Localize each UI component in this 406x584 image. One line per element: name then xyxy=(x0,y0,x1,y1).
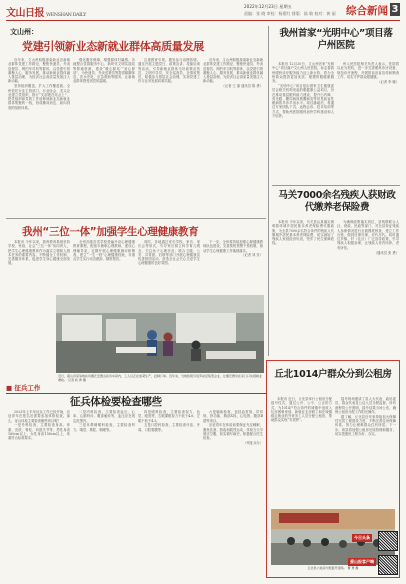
lottery-photo xyxy=(271,509,395,565)
article4-column-4 xyxy=(203,240,263,292)
notice-paragraph: 六是辅助检查，包括血常规、尿常规、肝功能、胸部X线、心电图、腹部B超等项目。 xyxy=(203,410,263,423)
newspaper-logo xyxy=(6,4,86,19)
issue-date: 2022年12月23日 星期五 xyxy=(244,4,292,9)
notice-column-1 xyxy=(8,410,70,575)
article1-paragraph: 近年来，文山州积极探索新业态新就业群体党建工作路径，聚焦快递员、外卖送餐员、网约车司机等群体，以党建引领凝聚人心、服务发展，推动新就业群体融入基层治理，为经济社会高质量发展注入新动能。 xyxy=(8,58,70,84)
column-divider xyxy=(268,26,269,356)
article2-column-1 xyxy=(272,62,334,182)
article1-byline: （记者 王 丽 通讯员 陈 勇） xyxy=(221,84,263,89)
article1-kicker: 文山州： xyxy=(10,28,38,36)
notice-paragraph: 应征青年在体检前要保证充足睡眠，避免饮酒、熬夜和剧烈运动，体检当天早晨应空腹，如实填写病史，积极配合医生检查。 xyxy=(203,423,263,441)
factory-photo xyxy=(56,295,264,373)
qr-label-1: 今日头条 xyxy=(354,535,370,540)
article2-headline: 我州首家“光明中心”项目落户州医院 xyxy=(279,28,393,51)
section-title: 综合新闻 xyxy=(346,5,388,17)
article5-photo-caption: 丘北县公租房分配摇号现场。 曹 勇 摄 xyxy=(307,566,359,570)
article3-paragraph: 为确保政策落实到位，县残联联合人社、财政、民政等部门，对全县持证残疾人参保情况进行全面摸底核查，建立工作台账，做到应保尽保、应代尽代。同时通过乡镇、村（社区）广泛宣传政策，引导残疾人积极参保，让残疾人老有所养、老有所依。 xyxy=(337,220,399,250)
article3-headline: 马关7000余名残疾人获财政代缴养老保险费 xyxy=(278,190,396,213)
notice-paragraph: 五是口腔科检查，主要检查牙齿、牙周、口腔黏膜等。 xyxy=(138,423,200,432)
notice-paragraph: 三是耳鼻咽喉科检查，主要检查听力、嗅觉、鼻腔、咽喉等。 xyxy=(73,423,135,432)
article5-column-1 xyxy=(271,397,332,505)
article1-headline: 党建引领新业态新就业群体高质量发展 xyxy=(22,40,204,53)
notice-column-2 xyxy=(73,410,135,575)
article5-paragraph: 据了解，丘北县近年来持续加大保障性安居工程建设力度，不断完善住房保障体系，努力让困难群众住有所居。下一步，该县将加强公租房后续管理和服务，切实把惠民工程办好、办实。 xyxy=(335,414,396,436)
logo-subtext: WENSHAN DAILY xyxy=(46,12,86,18)
article1-column-4 xyxy=(203,58,263,216)
notice-column-4 xyxy=(203,410,263,575)
notice-paragraph: 一是外科检查，主要检查身高、体重、皮肤、脊柱、四肢关节等，男性身高160cm以上、女性身高158cm以上，体重符合标准要求。 xyxy=(8,423,70,441)
article1-paragraph: 强化服务保障，增强群体归属感。各地整合党群服务中心、新时代文明实践站等阵地资源，建设“暖心驿站”“爱心驿站”，为快递员、外卖送餐员等提供歇脚休息、饮水充电、应急救助等服务，让新就业群体感受到党的温暖。 xyxy=(73,58,135,84)
logo-text: 文山日报 xyxy=(6,8,44,19)
article1-column-1 xyxy=(8,58,70,216)
article1-paragraph: 近年来，文山州积极探索新业态新就业群体党建工作路径，聚焦快递员、外卖送餐员、网约车司机等群体，以党建引领凝聚人心、服务发展，推动新就业群体融入基层治理，为经济社会高质量发展注入新动能。 xyxy=(203,58,263,84)
article3-column-2 xyxy=(337,220,399,355)
article2-paragraph: 本报讯 12月20日，文山州首家“光明中心”项目落户文山州人民医院，标志着我州眼科诊疗服务能力迈上新台阶，将为全州群众提供更加优质、便捷的眼健康服务。 xyxy=(272,62,334,84)
article4-byline: （记者 刘 芳） xyxy=(241,253,263,258)
article1-paragraph: 注重教育引领，激发参与治理热情。通过开展主题党日、政策宣讲、技能培训等活动，引导新就业群体当好政策宣传员、文明引导员、安全巡查员、社情收集员，积极参与基层社会治理，实现党建工作与业务发展同频共振。 xyxy=(138,58,200,84)
article1-paragraph: 坚持组织覆盖，扩大工作覆盖面。全州依托行业主管部门、行业协会、龙头企业建立党组织，推行“支部建在站点上”，把党组织和党的工作延伸到新业态新就业群体集聚的一线，形成横向到边、纵向到底的组织体系。 xyxy=(8,84,70,110)
notice-paragraph: 2023年上半年征兵工作已经开始，应征青年在报名后需要参加体格检查。那么，征兵体检主要检查哪些项目呢？ xyxy=(8,410,70,423)
section-divider xyxy=(6,218,266,219)
article4-column-2 xyxy=(73,240,135,292)
editor-info: 责编：张 晓 审校：杨建红 排版：陆 敏 校对：黄 丽 xyxy=(244,11,336,16)
section-divider xyxy=(272,185,400,186)
article3-column-1 xyxy=(272,220,334,355)
lottery-photo-illustration xyxy=(271,509,395,565)
notice-headline: 征兵体检要检查哪些 xyxy=(70,396,162,408)
article5-paragraph: 摇号现场邀请了县人大代表、政协委员、群众代表及公证人员全程监督，所有流程均公开透明，摇号结果当场公布，确保公租房分配工作阳光操作。 xyxy=(335,397,396,414)
article4-column-3 xyxy=(138,240,200,292)
article5-headline: 丘北1014户群众分到公租房 xyxy=(274,369,392,380)
section-tag: ■ 征兵工作 xyxy=(6,383,266,394)
article4-paragraph: 下一步，全州将持续加强心理健康教师队伍建设，完善预防预警干预机制，推动学生心理健康工作落细落实。 xyxy=(203,240,263,253)
section-tag-text: 征兵工作 xyxy=(14,384,41,392)
article1-column-3 xyxy=(138,58,200,216)
article4-headline: 我州“三位一体”加强学生心理健康教育 xyxy=(22,226,199,238)
article2-paragraph: “光明中心”项目是由国家卫生健康委员会相关机构发起的眼健康公益项目，旨在推动基层眼科能力建设，提升白内障、青光眼、糖尿病视网膜病变等常见致盲性眼病的早诊早治水平。项目落地后，将通过专家团队下沉、远程会诊、技术培训等方式，帮助州医院眼科加快学科建设和人才培养。 xyxy=(272,83,334,119)
article2-column-2 xyxy=(337,62,399,182)
article5-column-2 xyxy=(335,397,396,505)
masthead xyxy=(6,3,400,21)
article1-column-2 xyxy=(73,58,135,216)
article4-paragraph: 本报讯 今年以来，我州教育系统坚持学校、家庭、社会“三位一体”协同育人，把学生心理健康教育作为落实立德树人根本任务的重要内容，不断健全工作机制、完善服务体系，促进学生身心健康全面发展。 xyxy=(8,240,70,266)
photo-caption: 近日，砚山县某易地扶贫搬迁安置点扶贫车间内，工人们正在加紧生产，赶制订单。近年来，当地积极引进劳动密集型企业，让搬迁群众在家门口实现就业增收。 记者 杨 勇 摄 xyxy=(58,374,263,382)
article2-byline: （记者 李 娜） xyxy=(377,79,399,84)
article4-column-1 xyxy=(8,240,70,292)
article4-paragraph: 同时，各地通过家长学校、家访、家长会等形式，引导家长树立科学育儿观念，关注孩子心理状况；联合卫健、公安、共青团、妇联等部门开展心理健康宣传进校园活动，营造全社会关心关爱学生心理健康的良好氛围。 xyxy=(138,240,200,266)
article4-paragraph: 全州各级各类学校普遍开设心理健康教育课程，配备专兼职心理教师，建设心理辅导室，定期开展心理健康测评和筛查，建立“一生一档”心理健康档案，对重点学生实行动态跟踪、精准帮扶。 xyxy=(73,240,135,262)
notice-byline: （州征兵办） xyxy=(243,441,263,446)
article5-paragraph: 本报讯 近日，丘北县举行公租房分配摇号仪式，通过公开、公平、公正的方式，为1014户符合条件的城镇中低收入住房困难家庭、新就业无房职工和在城镇稳定就业的外来务工人员分配公租房，帮助群众实现“安居梦”。 xyxy=(271,397,332,423)
qr-code-icon xyxy=(378,555,398,575)
notice-paragraph: 四是眼科检查，主要检查视力、色觉、眼底等，右眼裸眼视力不低于4.6、左眼不低于4.5。 xyxy=(138,410,200,423)
qr-code-icon xyxy=(378,531,398,551)
page-number: 3 xyxy=(391,4,399,15)
factory-photo-illustration xyxy=(56,295,264,373)
qr-label-2: 爱山报客户端 xyxy=(350,559,374,564)
notice-paragraph: 二是内科检查，主要检查血压、心率、心肺听诊、腹部触诊等，血压应在规定范围内。 xyxy=(73,410,135,423)
article3-byline: （通讯员 张 勇） xyxy=(373,250,399,255)
notice-column-3 xyxy=(138,410,200,575)
article2-paragraph: 州人民医院相关负责人表示，医院将以此为契机，进一步完善眼科诊疗设备，规范诊疗流程，开展防盲治盲宣传和筛查工作，切实守护群众眼健康。 xyxy=(337,62,399,79)
article3-paragraph: 本报讯 今年以来，马关县认真落实困难群体城乡居民基本养老保险费代缴政策，为全县7000余名符合条件的残疾人代缴城乡居民基本养老保险费，切实减轻了残疾人家庭经济负担，兜牢了民生保障底线。 xyxy=(272,220,334,246)
